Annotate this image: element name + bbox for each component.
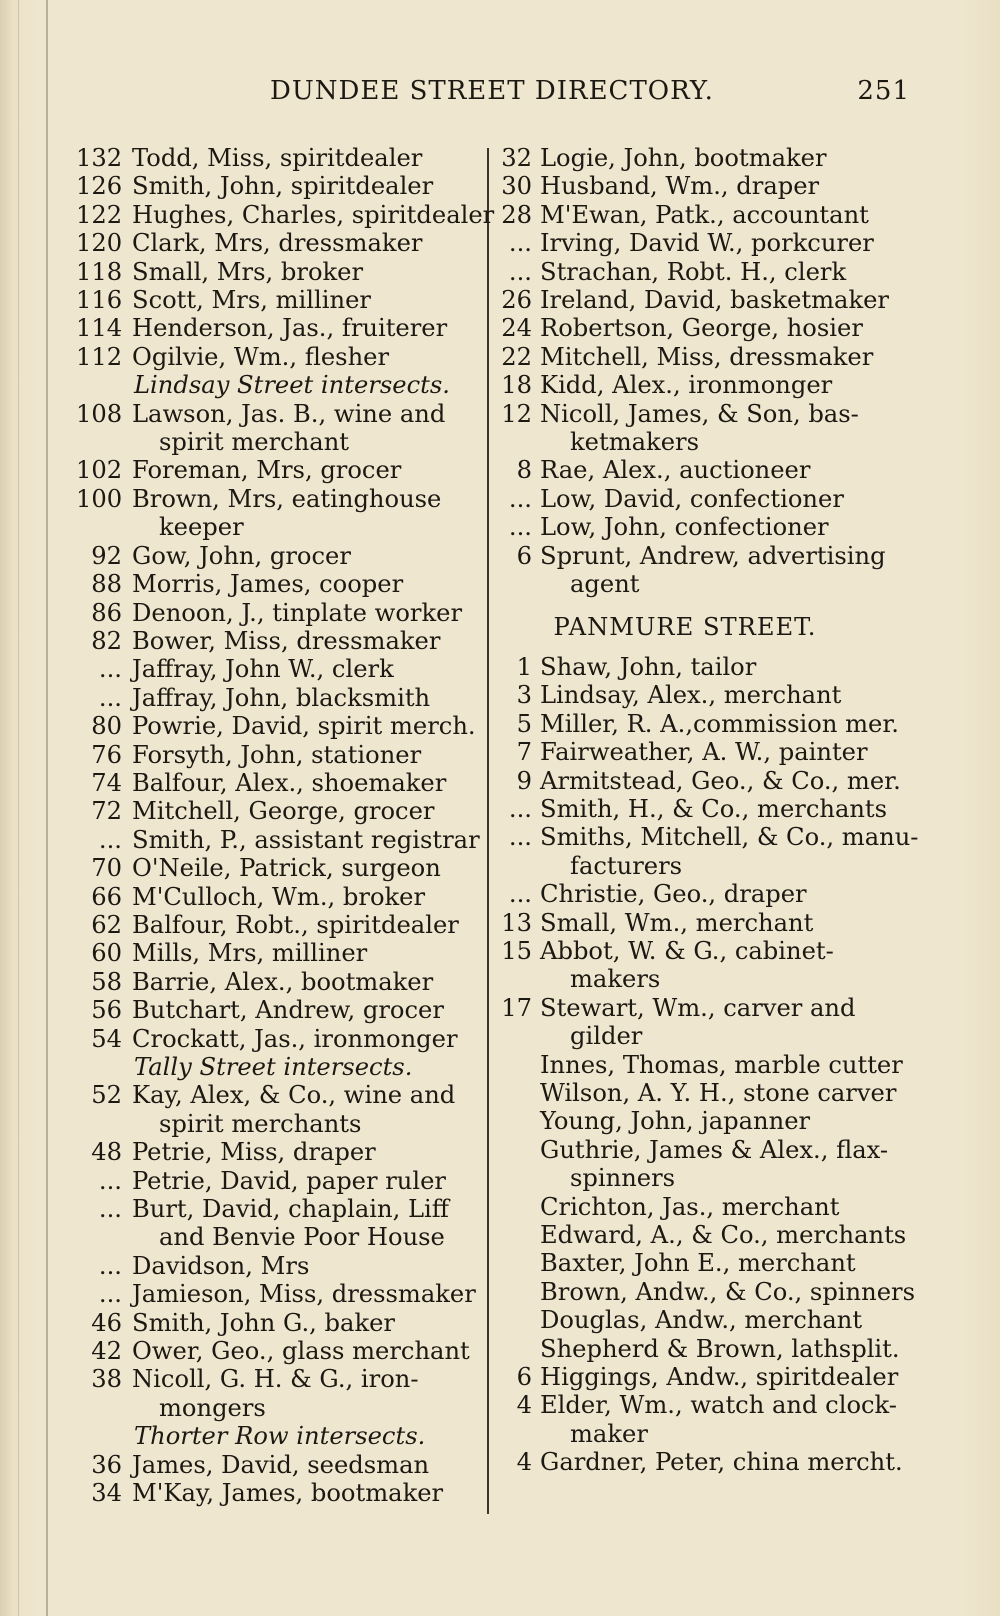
entry-text: Brown, Mrs, eatinghouse bbox=[132, 484, 442, 513]
directory-entry bbox=[496, 823, 919, 852]
entry-text: Miller, R. A.,commission mer. bbox=[540, 709, 899, 738]
house-number: 102 bbox=[76, 456, 123, 485]
entry-text: Stewart, Wm., carver and bbox=[540, 993, 856, 1022]
directory-entry bbox=[76, 314, 490, 342]
street-intersection-note: Lindsay Street intersects. bbox=[134, 371, 450, 400]
entry-text: Christie, Geo., draper bbox=[540, 880, 807, 909]
directory-entry bbox=[76, 286, 490, 314]
directory-entry bbox=[496, 1391, 910, 1419]
page-number: 251 bbox=[857, 76, 910, 106]
house-number: 58 bbox=[91, 967, 122, 996]
house-number: 30 bbox=[501, 172, 532, 201]
house-number: 86 bbox=[91, 598, 122, 627]
directory-entry bbox=[496, 738, 910, 766]
house-number: 82 bbox=[91, 626, 122, 655]
directory-entry bbox=[76, 769, 490, 797]
house-number: ... bbox=[508, 484, 532, 513]
entry-text: Balfour, Alex., shoemaker bbox=[132, 768, 447, 797]
entry-text: Kay, Alex, & Co., wine and bbox=[132, 1081, 456, 1110]
house-number: ... bbox=[98, 655, 122, 684]
house-number: 4 bbox=[516, 1448, 532, 1477]
house-number: ... bbox=[508, 823, 532, 852]
entry-text: Nicoll, G. H. & G., iron- bbox=[132, 1365, 419, 1394]
entry-continuation: spinners bbox=[570, 1164, 676, 1193]
entry-text: Lawson, Jas. B., wine and bbox=[132, 399, 446, 428]
entry-text: Burt, David, chaplain, Liff bbox=[132, 1195, 449, 1224]
house-number: 26 bbox=[501, 286, 532, 315]
entry-text: Jaffray, John, blacksmith bbox=[132, 683, 431, 712]
entry-text: Strachan, Robt. H., clerk bbox=[540, 257, 847, 286]
directory-entry bbox=[76, 570, 490, 598]
entry-text: Brown, Andw., & Co., spinners bbox=[540, 1277, 915, 1306]
house-number: ... bbox=[508, 257, 532, 286]
entry-text: Abbot, W. & G., cabinet- bbox=[540, 936, 834, 965]
house-number: 18 bbox=[501, 371, 532, 400]
house-number: 34 bbox=[91, 1479, 122, 1508]
house-number: ... bbox=[98, 1195, 122, 1224]
street-intersection-note: Tally Street intersects. bbox=[134, 1053, 413, 1081]
directory-entry bbox=[496, 653, 910, 681]
entry-text: Morris, James, cooper bbox=[132, 570, 404, 599]
directory-entry bbox=[496, 1051, 910, 1079]
directory-entry bbox=[496, 1136, 910, 1164]
directory-entry bbox=[76, 712, 490, 740]
directory-entry bbox=[76, 968, 490, 996]
house-number: 54 bbox=[91, 1024, 122, 1053]
house-number: 88 bbox=[91, 570, 122, 599]
house-number: 8 bbox=[516, 456, 532, 485]
entry-text: Rae, Alex., auctioneer bbox=[540, 456, 811, 485]
entry-text: Low, David, confectioner bbox=[540, 484, 844, 513]
entry-text: O'Neile, Patrick, surgeon bbox=[132, 854, 441, 883]
entry-continuation: makers bbox=[570, 965, 661, 994]
entry-text: Crockatt, Jas., ironmonger bbox=[132, 1024, 458, 1053]
entry-text: Butchart, Andrew, grocer bbox=[132, 996, 444, 1025]
directory-entry bbox=[76, 456, 490, 484]
directory-entry bbox=[76, 258, 490, 286]
house-number: 46 bbox=[91, 1308, 122, 1337]
street-heading: PANMURE STREET. bbox=[553, 612, 817, 641]
entry-text: Forsyth, John, stationer bbox=[132, 740, 422, 769]
directory-entry bbox=[496, 1221, 910, 1249]
entry-text: Smith, John G., baker bbox=[132, 1308, 395, 1337]
entry-text: Balfour, Robt., spiritdealer bbox=[132, 910, 459, 939]
directory-entry bbox=[76, 172, 490, 200]
entry-text: Denoon, J., tinplate worker bbox=[132, 598, 463, 627]
entry-text: Robertson, George, hosier bbox=[540, 314, 863, 343]
entry-continuation: keeper bbox=[159, 513, 244, 542]
entry-text: Armitstead, Geo., & Co., mer. bbox=[540, 766, 901, 795]
left-column bbox=[76, 144, 495, 1508]
entry-text: Edward, A., & Co., merchants bbox=[540, 1221, 907, 1250]
entry-text: Clark, Mrs, dressmaker bbox=[132, 229, 423, 258]
entry-text: Smith, John, spiritdealer bbox=[132, 172, 434, 201]
entry-text: Shaw, John, tailor bbox=[540, 652, 757, 681]
entry-text: Innes, Thomas, marble cutter bbox=[540, 1050, 903, 1079]
house-number: ... bbox=[508, 880, 532, 909]
house-number: 36 bbox=[91, 1450, 122, 1479]
entry-text: Bower, Miss, dressmaker bbox=[132, 626, 441, 655]
entry-text: M'Ewan, Patk., accountant bbox=[540, 200, 869, 229]
house-number: ... bbox=[98, 1280, 122, 1309]
directory-entry bbox=[76, 911, 490, 939]
entry-text: Petrie, David, paper ruler bbox=[132, 1166, 446, 1195]
directory-entry bbox=[496, 343, 910, 371]
directory-entry bbox=[496, 258, 910, 286]
entry-text: Davidson, Mrs bbox=[132, 1251, 310, 1280]
directory-entry bbox=[76, 1025, 490, 1053]
house-number: ... bbox=[508, 229, 532, 258]
entry-text: Small, Wm., merchant bbox=[540, 908, 814, 937]
entry-text: Mitchell, George, grocer bbox=[132, 797, 435, 826]
house-number: 112 bbox=[76, 342, 123, 371]
house-number: 32 bbox=[501, 144, 532, 172]
entry-text: Foreman, Mrs, grocer bbox=[132, 456, 402, 485]
entry-text: Smith, P., assistant registrar bbox=[132, 825, 480, 854]
house-number: 108 bbox=[76, 399, 123, 428]
entry-text: Smiths, Mitchell, & Co., manu- bbox=[540, 823, 919, 852]
house-number: 6 bbox=[516, 1363, 532, 1392]
house-number: 24 bbox=[501, 314, 532, 343]
directory-entry bbox=[76, 1365, 490, 1393]
entry-text: Powrie, David, spirit merch. bbox=[132, 712, 476, 741]
directory-entry bbox=[76, 542, 490, 570]
entry-text: Ogilvie, Wm., flesher bbox=[132, 342, 390, 371]
page-edge-line bbox=[18, 0, 19, 1616]
house-number: 72 bbox=[91, 797, 122, 826]
directory-entry bbox=[496, 909, 910, 937]
entry-text: Lindsay, Alex., merchant bbox=[540, 681, 842, 710]
house-number: 92 bbox=[91, 541, 122, 570]
house-number: 28 bbox=[501, 200, 532, 229]
house-number: 7 bbox=[516, 738, 532, 767]
directory-entry bbox=[76, 939, 490, 967]
entry-text: Kidd, Alex., ironmonger bbox=[540, 371, 833, 400]
entry-continuation: spirit merchant bbox=[159, 428, 349, 457]
directory-entry bbox=[76, 229, 490, 257]
house-number: 12 bbox=[501, 399, 532, 428]
entry-continuation: ketmakers bbox=[570, 428, 699, 457]
directory-entry bbox=[496, 710, 910, 738]
house-number: 80 bbox=[91, 712, 122, 741]
entry-text: Husband, Wm., draper bbox=[540, 172, 820, 201]
house-number: 126 bbox=[76, 172, 123, 201]
directory-entry bbox=[496, 286, 910, 314]
entry-text: Jaffray, John W., clerk bbox=[132, 655, 394, 684]
entry-text: Barrie, Alex., bootmaker bbox=[132, 967, 434, 996]
directory-entry bbox=[496, 1277, 915, 1306]
house-number: 122 bbox=[76, 200, 123, 229]
directory-entry bbox=[496, 229, 910, 257]
entry-continuation: agent bbox=[570, 570, 640, 599]
directory-entry bbox=[76, 996, 490, 1024]
directory-entry bbox=[496, 1335, 910, 1363]
directory-entry bbox=[76, 1167, 490, 1195]
entry-continuation: facturers bbox=[570, 851, 683, 880]
directory-entry bbox=[496, 1193, 910, 1221]
house-number: 76 bbox=[91, 740, 122, 769]
house-number: 52 bbox=[91, 1081, 122, 1110]
house-number: ... bbox=[98, 825, 122, 854]
directory-entry bbox=[496, 542, 910, 570]
house-number: ... bbox=[98, 1251, 122, 1280]
entry-continuation: spirit merchants bbox=[159, 1109, 362, 1138]
entry-continuation: mongers bbox=[159, 1393, 266, 1422]
entry-text: M'Culloch, Wm., broker bbox=[132, 882, 426, 911]
entry-text: Scott, Mrs, milliner bbox=[132, 286, 371, 315]
entry-continuation: gilder bbox=[570, 1022, 643, 1051]
house-number: 3 bbox=[516, 681, 532, 710]
entry-text: Fairweather, A. W., painter bbox=[540, 738, 868, 767]
house-number: 9 bbox=[516, 766, 532, 795]
entry-text: Hughes, Charles, spiritdealer bbox=[132, 200, 495, 229]
directory-entry bbox=[496, 937, 910, 965]
house-number: 118 bbox=[76, 257, 123, 286]
directory-entry bbox=[496, 513, 910, 541]
directory-entry bbox=[496, 1079, 910, 1107]
entry-text: Jamieson, Miss, dressmaker bbox=[132, 1280, 476, 1309]
house-number: 22 bbox=[501, 342, 532, 371]
directory-entry bbox=[76, 1451, 490, 1479]
directory-entry bbox=[76, 1081, 490, 1109]
house-number: ... bbox=[98, 683, 122, 712]
entry-text: M'Kay, James, bootmaker bbox=[132, 1479, 444, 1508]
directory-entry bbox=[76, 1479, 490, 1507]
directory-entry bbox=[76, 797, 490, 825]
directory-entry bbox=[76, 655, 490, 683]
house-number: 60 bbox=[91, 939, 122, 968]
house-number: 100 bbox=[76, 484, 123, 513]
house-number: 4 bbox=[516, 1391, 532, 1420]
entry-text: Guthrie, James & Alex., flax- bbox=[540, 1135, 889, 1164]
entry-text: Irving, David W., porkcurer bbox=[540, 229, 874, 258]
directory-entry bbox=[496, 767, 910, 795]
house-number: ... bbox=[508, 794, 532, 823]
page-title: DUNDEE STREET DIRECTORY. bbox=[270, 76, 714, 106]
entry-text: Young, John, japanner bbox=[540, 1107, 811, 1136]
directory-entry bbox=[76, 684, 490, 712]
directory-entry bbox=[496, 1249, 910, 1277]
directory-entry bbox=[76, 343, 490, 371]
house-number: 70 bbox=[91, 854, 122, 883]
house-number: 38 bbox=[91, 1365, 122, 1394]
entry-text: Petrie, Miss, draper bbox=[132, 1138, 376, 1167]
house-number: 132 bbox=[76, 144, 123, 172]
directory-entry bbox=[496, 485, 910, 513]
entry-text: James, David, seedsman bbox=[132, 1450, 430, 1479]
entry-text: Ireland, David, basketmaker bbox=[540, 286, 889, 315]
entry-text: Shepherd & Brown, lathsplit. bbox=[540, 1334, 900, 1363]
entry-continuation: maker bbox=[570, 1419, 648, 1448]
directory-entry bbox=[496, 456, 910, 484]
entry-text: Elder, Wm., watch and clock- bbox=[540, 1391, 897, 1420]
directory-entry bbox=[76, 741, 490, 769]
entry-text: Gardner, Peter, china mercht. bbox=[540, 1448, 903, 1477]
house-number: ... bbox=[508, 513, 532, 542]
directory-entry bbox=[76, 1252, 490, 1280]
directory-entry bbox=[76, 826, 490, 854]
entry-text: Sprunt, Andrew, advertising bbox=[540, 541, 886, 570]
directory-entry bbox=[76, 883, 490, 911]
entry-text: Wilson, A. Y. H., stone carver bbox=[540, 1079, 897, 1107]
entry-text: Ower, Geo., glass merchant bbox=[132, 1337, 470, 1366]
directory-entry bbox=[76, 1195, 490, 1223]
house-number: 42 bbox=[91, 1337, 122, 1366]
house-number: 116 bbox=[76, 286, 123, 315]
entry-text: Mitchell, Miss, dressmaker bbox=[540, 342, 874, 371]
directory-entry bbox=[496, 1107, 910, 1135]
directory-entry bbox=[496, 1306, 910, 1334]
entry-text: Logie, John, bootmaker bbox=[540, 144, 827, 172]
directory-entry bbox=[76, 1138, 490, 1166]
entry-text: Higgings, Andw., spiritdealer bbox=[540, 1363, 899, 1392]
directory-entry bbox=[496, 994, 910, 1022]
entry-text: Douglas, Andw., merchant bbox=[540, 1306, 863, 1335]
house-number: 17 bbox=[501, 993, 532, 1022]
entry-text: Nicoll, James, & Son, bas- bbox=[540, 399, 859, 428]
directory-entry bbox=[76, 1309, 490, 1337]
directory-entry bbox=[76, 1337, 490, 1365]
house-number: 66 bbox=[91, 882, 122, 911]
directory-entry bbox=[76, 200, 495, 229]
directory-entry bbox=[76, 400, 490, 428]
directory-entry bbox=[76, 854, 490, 882]
entry-text: Gow, John, grocer bbox=[132, 541, 351, 570]
house-number: 48 bbox=[91, 1138, 122, 1167]
directory-entry bbox=[76, 599, 490, 627]
directory-entry bbox=[496, 880, 910, 908]
directory-entry bbox=[76, 627, 490, 655]
entry-text: Low, John, confectioner bbox=[540, 513, 829, 542]
directory-entry bbox=[496, 1448, 910, 1476]
entry-text: Baxter, John E., merchant bbox=[540, 1249, 856, 1278]
entry-text: Smith, H., & Co., merchants bbox=[540, 794, 888, 823]
house-number: 1 bbox=[516, 652, 532, 681]
entry-continuation: and Benvie Poor House bbox=[159, 1223, 445, 1252]
house-number: 62 bbox=[91, 910, 122, 939]
entry-text: Todd, Miss, spiritdealer bbox=[132, 144, 423, 172]
right-column bbox=[496, 144, 919, 1477]
directory-entry bbox=[496, 172, 910, 200]
directory-entry bbox=[76, 144, 490, 172]
house-number: 114 bbox=[76, 314, 123, 343]
directory-entry bbox=[496, 371, 910, 399]
directory-entry bbox=[496, 201, 910, 229]
entry-text: Mills, Mrs, milliner bbox=[132, 939, 368, 968]
directory-entry bbox=[496, 314, 910, 342]
entry-text: Henderson, Jas., fruiterer bbox=[132, 314, 448, 343]
running-header bbox=[270, 76, 910, 116]
house-number: 5 bbox=[516, 709, 532, 738]
house-number: 15 bbox=[501, 936, 532, 965]
house-number: 120 bbox=[76, 229, 123, 258]
directory-entry bbox=[496, 795, 910, 823]
house-number: 74 bbox=[91, 768, 122, 797]
entry-text: Crichton, Jas., merchant bbox=[540, 1192, 840, 1221]
binding-gutter-line bbox=[46, 0, 48, 1616]
entry-text: Small, Mrs, broker bbox=[132, 257, 364, 286]
house-number: 6 bbox=[516, 541, 532, 570]
directory-entry bbox=[76, 485, 490, 513]
house-number: ... bbox=[98, 1166, 122, 1195]
directory-entry bbox=[76, 1280, 490, 1308]
directory-entry bbox=[496, 144, 910, 172]
directory-entry bbox=[496, 681, 910, 709]
house-number: 56 bbox=[91, 996, 122, 1025]
directory-entry bbox=[496, 1363, 910, 1391]
street-intersection-note: Thorter Row intersects. bbox=[134, 1422, 426, 1451]
directory-entry bbox=[496, 400, 910, 428]
house-number: 13 bbox=[501, 908, 532, 937]
